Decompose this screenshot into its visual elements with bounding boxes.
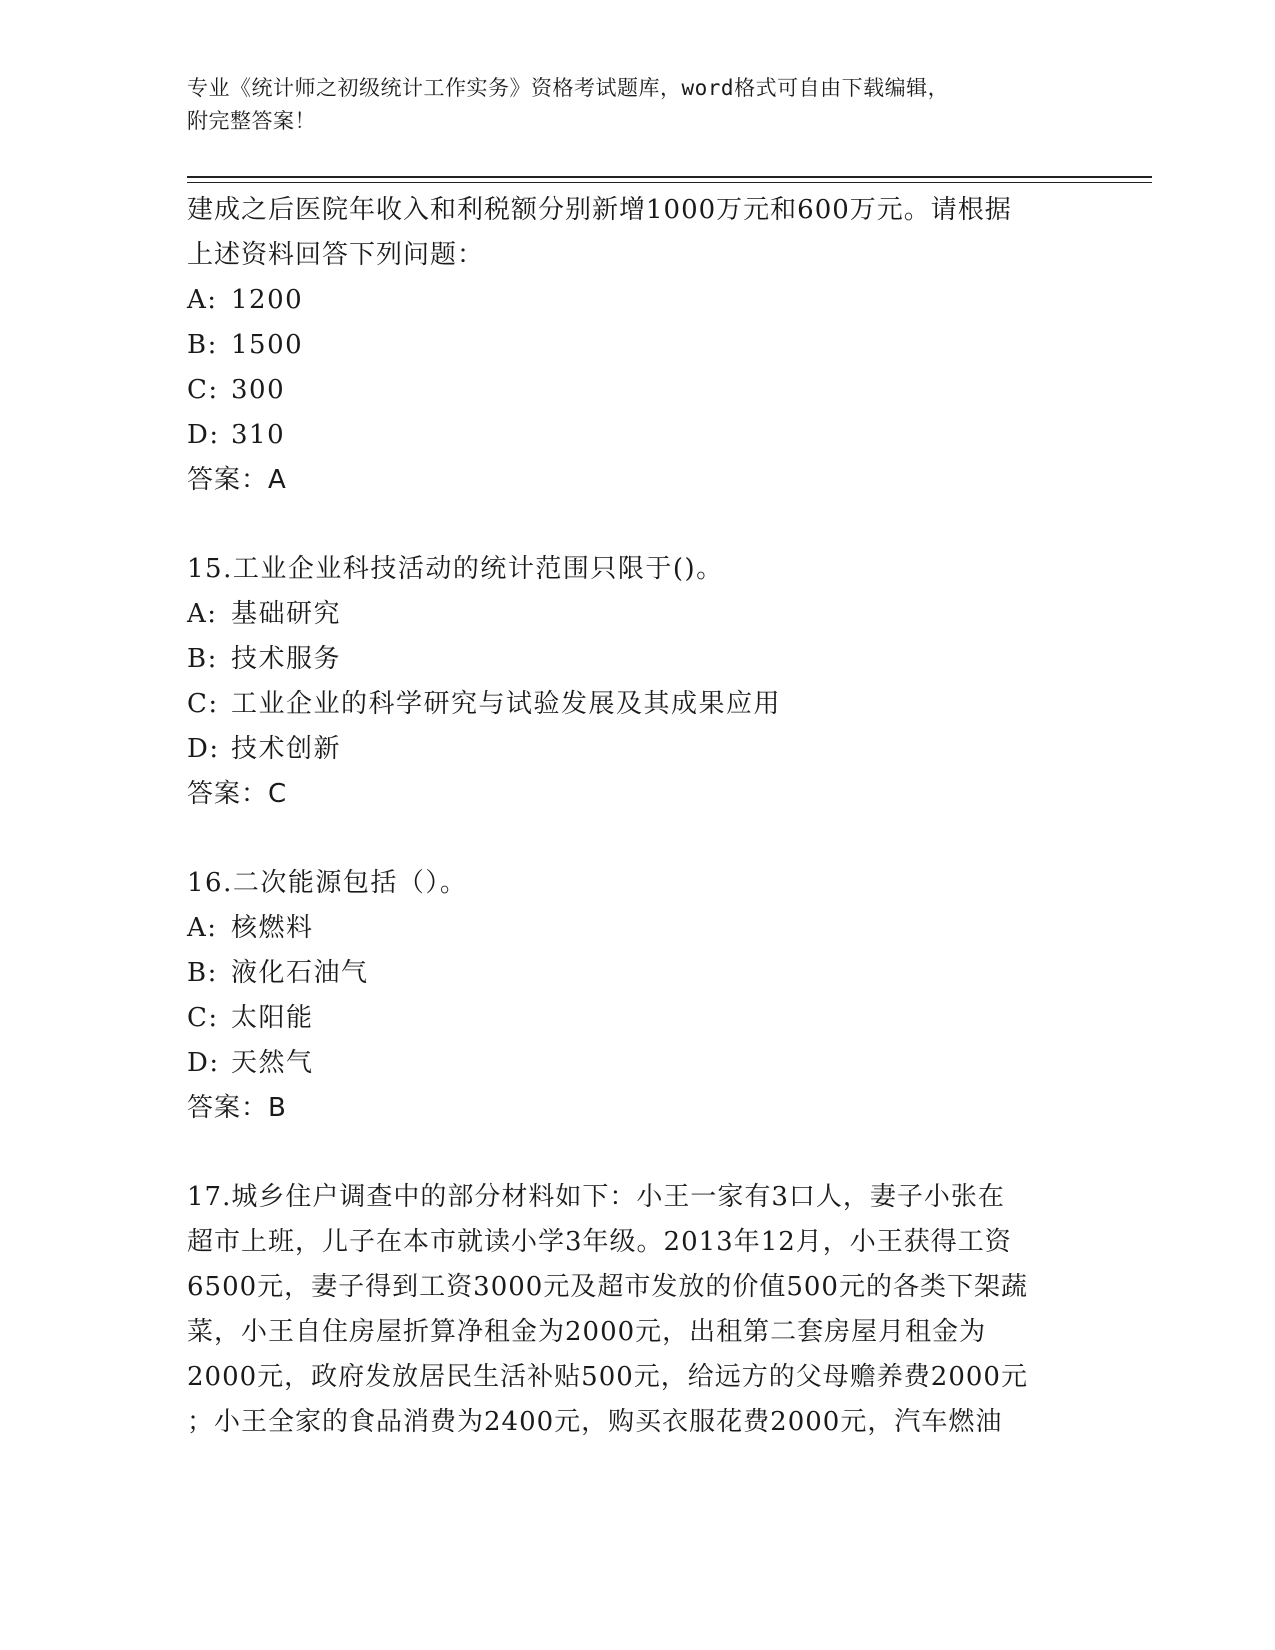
option-text: 工业企业的科学研究与试验发展及其成果应用: [231, 689, 782, 719]
option-text: 技术创新: [231, 734, 342, 764]
question-text-line: 建成之后医院年收入和利税额分别新增1000万元和600万元。请根据: [187, 195, 1012, 225]
option-letter: D:: [187, 1048, 220, 1078]
header-divider-thin: [187, 182, 1152, 183]
question-stem: 16.二次能源包括（）。: [187, 868, 468, 898]
option-text: 基础研究: [231, 599, 342, 629]
option-text: 技术服务: [231, 644, 342, 674]
option-a: [187, 592, 1087, 637]
answer-line: 答案：A: [187, 465, 287, 495]
option-b: [187, 323, 1087, 368]
option-text: 1200: [231, 285, 304, 315]
option-text: 液化石油气: [231, 958, 369, 988]
question-text-line: 6500元，妻子得到工资3000元及超市发放的价值500元的各类下架蔬: [187, 1272, 1028, 1302]
question-continued: [187, 188, 1087, 503]
option-letter: D:: [187, 420, 220, 450]
question-text-line: 上述资料回答下列问题：: [187, 240, 485, 270]
option-text: 核燃料: [231, 913, 314, 943]
option-text: 310: [231, 420, 286, 450]
question-15: [187, 547, 1087, 817]
question-stem: 15.工业企业科技活动的统计范围只限于()。: [187, 554, 724, 584]
question-text-line: 17.城乡住户调查中的部分材料如下：小王一家有3口人，妻子小张在: [187, 1182, 1005, 1212]
option-text: 1500: [231, 330, 304, 360]
answer-line: 答案：C: [187, 779, 288, 809]
page-header: [187, 72, 1107, 138]
option-a: [187, 278, 1087, 323]
option-letter: B:: [187, 330, 218, 360]
option-letter: B:: [187, 958, 218, 988]
option-letter: D:: [187, 734, 220, 764]
option-d: [187, 1041, 1087, 1086]
question-text-line: 超市上班，儿子在本市就读小学3年级。2013年12月，小王获得工资: [187, 1227, 1012, 1257]
question-text-line: ；小王全家的食品消费为2400元，购买衣服花费2000元，汽车燃油: [187, 1407, 1003, 1437]
option-letter: C:: [187, 1003, 219, 1033]
option-b: [187, 637, 1087, 682]
question-16: [187, 861, 1087, 1131]
document-body: [187, 188, 1087, 1445]
option-text: 太阳能: [231, 1003, 314, 1033]
option-letter: B:: [187, 644, 218, 674]
option-b: [187, 951, 1087, 996]
option-c: [187, 682, 1087, 727]
question-17: [187, 1175, 1087, 1445]
option-letter: A:: [187, 599, 218, 629]
option-letter: A:: [187, 285, 218, 315]
option-c: [187, 368, 1087, 413]
question-text-line: 菜，小王自住房屋折算净租金为2000元，出租第二套房屋月租金为: [187, 1317, 987, 1347]
header-line: 专业《统计师之初级统计工作实务》资格考试题库，word格式可自由下载编辑，: [187, 76, 950, 100]
option-c: [187, 996, 1087, 1041]
option-a: [187, 906, 1087, 951]
answer-line: 答案：B: [187, 1093, 287, 1123]
option-text: 天然气: [231, 1048, 314, 1078]
header-divider: [187, 176, 1152, 178]
header-line: 附完整答案！: [187, 109, 316, 133]
option-d: [187, 413, 1087, 458]
question-text-line: 2000元，政府发放居民生活补贴500元，给远方的父母赡养费2000元: [187, 1362, 1028, 1392]
option-text: 300: [231, 375, 286, 405]
option-letter: C:: [187, 375, 219, 405]
option-d: [187, 727, 1087, 772]
option-letter: A:: [187, 913, 218, 943]
option-letter: C:: [187, 689, 219, 719]
